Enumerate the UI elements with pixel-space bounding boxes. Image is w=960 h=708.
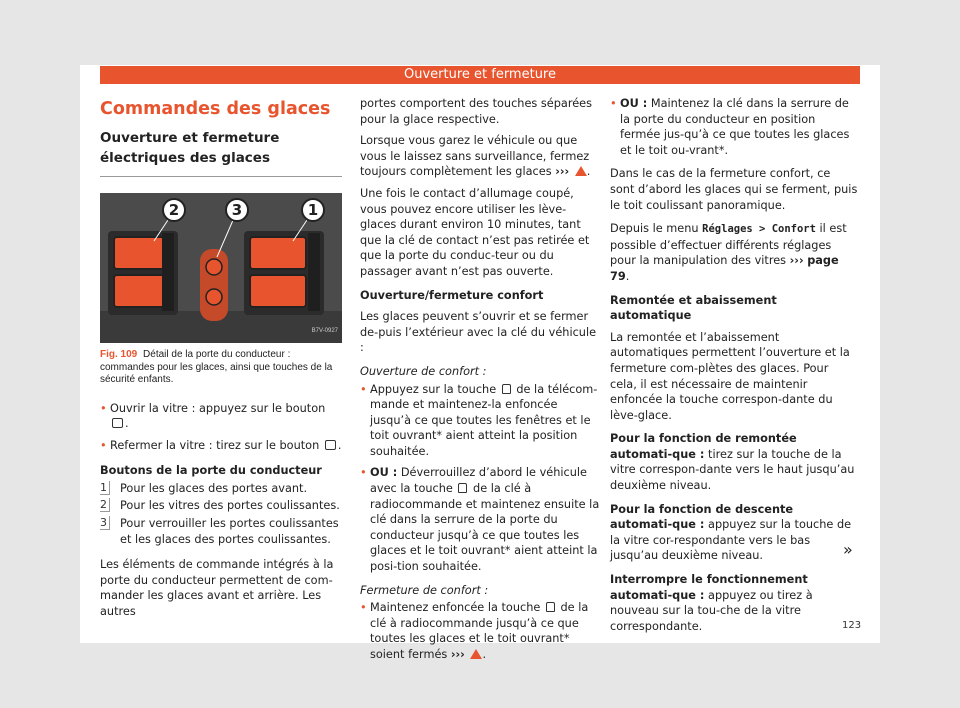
numbered-item [100,481,342,497]
reference-arrows: ››› [450,648,465,661]
inline-heading: Pour la fonction de descente automati-que : [610,502,794,532]
item-text: Pour les glaces des portes avant. [120,481,308,495]
auto-heading: Remontée et abaissement automatique [610,293,777,323]
item-number: 3 [100,516,110,530]
paragraph: La remontée et l’abaissement automatiques permettent l’ouverture et la fermeture com-plètes des glaces. Pour cela, il est nécessaire de maintenir enfoncée la touche correspon-dante du lève-glace. [610,330,850,422]
bullet-text: Ouvrir la vitre : appuyez sur le bouton [110,401,326,415]
warning-icon [575,166,587,176]
callout-3: 3 [225,198,249,222]
paragraph: Une fois le contact d’allumage coupé, vous pouvez encore utiliser les lève-glaces durant environ 10 minutes, tant que la clé de contact n’est pas retirée et que la porte du conduc-teur ou du passager avant n’est pas ouverte. [360,186,590,278]
continue-marker: » [843,540,853,559]
divider [100,176,342,177]
paragraph [610,502,858,564]
paragraph-text: tirez sur la touche de la vitre correspon-dante vers le haut jusqu’au deuxième niveau. [610,447,855,493]
or-label: OU : [620,97,648,110]
column-middle [360,96,602,663]
inline-heading: Pour la fonction de remontée automati-que : [610,432,797,461]
warning-icon [470,649,482,659]
confort-heading: Ouverture/fermeture confort [360,288,544,302]
numbered-item [100,498,342,514]
bullet-text: Maintenez enfoncée la touche [370,601,541,615]
unlock-key-icon [458,483,467,493]
menu-path: Réglages > Confort [702,223,816,236]
bullet-text: de la télécom-mande et maintenez-la enfoncée jusqu’à ce que toutes les fenêtres et le toit ouvrant* aient atteint la position souhaitée. [370,382,598,458]
list-item [610,96,858,158]
caption-text: Détail de la porte du conducteur : commandes pour les glaces, ainsi que touches de la sécurité enfants. [100,349,333,385]
bullet-text: Déverrouillez d’abord le véhicule avec la touche [370,466,587,496]
figure-reference: B7V-0927 [311,328,338,335]
item-number: 2 [100,498,110,512]
paragraph-text: il est possible d’effectuer différents réglages pour la manipulation des vitres [610,222,847,268]
figure-caption [100,349,342,387]
column-left [100,96,342,620]
buttons-heading: Boutons de la porte du conducteur [100,464,322,478]
close-confort-label: Fermeture de confort : [360,583,489,597]
open-confort-label: Ouverture de confort : [360,364,487,378]
list-item [360,382,602,460]
bullet-text: Maintenez la clé dans la serrure de la porte du conducteur en position fermée jus-qu’à ce que toutes les glaces et le toit ou-vrant*. [620,97,850,157]
figure-number: Fig. 109 [100,349,138,360]
item-number: 1 [100,481,110,495]
paragraph: Lorsque vous garez le véhicule ou que vous le laissez sans surveillance, fermez toujours complètement les glaces ››› . [360,134,591,179]
list-item: • Maintenez enfoncée la touche de la clé à radiocommande jusqu’à ce que toutes les glaces et le toit ouvrant* soient fermés ››› . [360,600,602,662]
reference-arrows: ››› [555,165,570,179]
list-item: • Ouvrir la vitre : appuyez sur le bouton . [100,401,342,432]
callout-2: 2 [162,198,186,222]
paragraph-text: Depuis le menu [610,222,699,236]
paragraph: portes comportent des touches séparées pour la glace respective. [360,97,593,126]
inline-heading: Interrompre le fonctionnement automati-que : [610,573,808,602]
paragraph: Depuis le menu Réglages > Confort il est possible d’effectuer différents réglages pour la manipulation des vitres ››› page 79. [610,222,847,283]
reference-arrows: ››› [789,254,804,268]
paragraph-text: appuyez ou tirez à nouveau sur la tou-che de la vitre correspondante. [610,588,813,633]
section-subtitle: Ouverture et fermeture électriques des glaces [100,130,280,166]
unlock-key-icon [502,384,511,394]
window-button-icon [325,440,336,450]
paragraph: Les éléments de commande intégrés à la porte du conducteur permettent de com-mander les glaces avant et arrière. Les autres [100,558,334,619]
page-number: 123 [842,620,862,631]
callout-1: 1 [301,198,325,222]
item-text: Pour verrouiller les portes coulissantes et les glaces des portes coulissantes. [120,517,339,546]
paragraph: Dans le cas de la fermeture confort, ce sont d’abord les glaces qui se ferment, puis le toit coulissant panoramique. [610,167,858,212]
page-reference-link[interactable]: page 79 [610,254,839,283]
paragraph [610,572,858,634]
bullet-text: de la clé à radiocommande jusqu’à ce que toutes les glaces et le toit ouvrant* soient fermés [370,601,589,661]
list-item [360,465,602,574]
paragraph: Les glaces peuvent s’ouvrir et se fermer de-puis l’extérieur avec la clé du véhicule : [360,310,597,355]
section-header: Ouverture et fermeture [100,66,860,84]
page-title: Commandes des glaces [100,99,331,119]
paragraph-text: appuyez sur la touche de la vitre cor-respondante vers le bas jusqu’au deuxième niveau. [610,518,852,563]
numbered-item [100,516,342,547]
list-item: • Refermer la vitre : tirez sur le bouton . [100,438,342,454]
or-label: OU : [370,466,398,480]
paragraph [610,431,858,493]
window-button-icon [112,418,123,428]
bullet-text: Appuyez sur la touche [370,382,497,396]
bullet-text: Refermer la vitre : tirez sur le bouton [110,438,320,452]
paragraph-text: Lorsque vous garez le véhicule ou que vous le laissez sans surveillance, fermez toujours complètement les glaces [360,134,590,179]
column-right [610,96,858,634]
lock-key-icon [546,602,555,612]
item-text: Pour les vitres des portes coulissantes. [120,499,340,513]
door-controls-figure [100,193,342,343]
bullet-text: de la clé à radiocommande et maintenez ensuite la clé dans la serrure de la porte du conducteur jusqu’à ce que toutes les glaces et le toit ouvrant* aient atteint la posi-tion souhaitée. [370,482,600,574]
